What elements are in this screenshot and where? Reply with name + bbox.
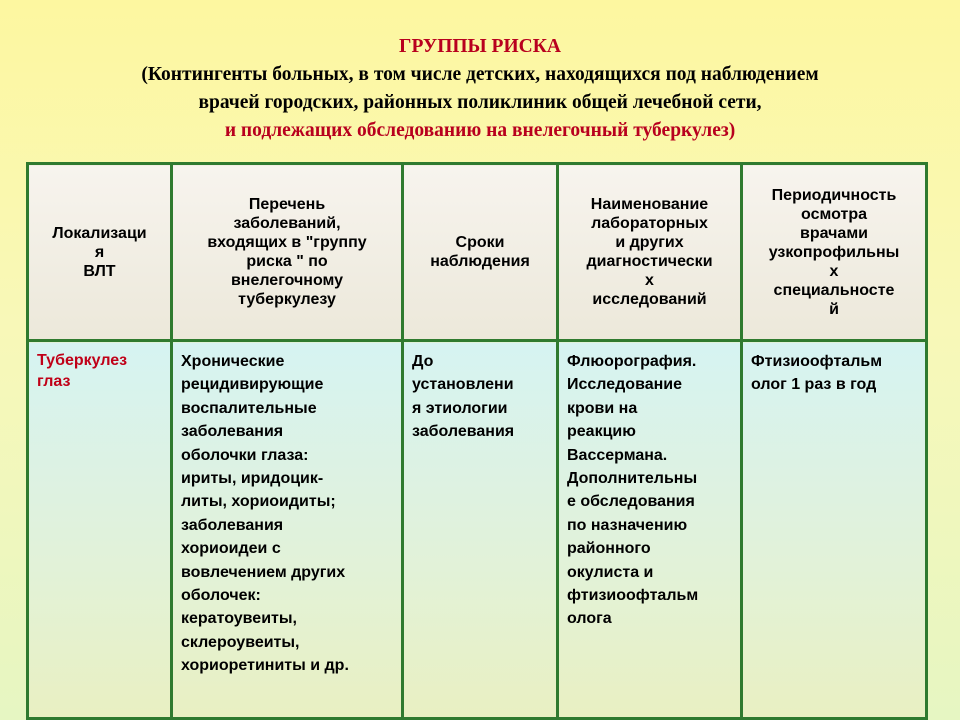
header-periodicity: Периодичность осмотра врачами узкопрофильны х специальносте й xyxy=(742,164,927,341)
cell-terms: До установлени я этиологии заболевания xyxy=(403,341,558,719)
subtitle-line-1: (Контингенты больных, в том числе детских, находящихся под наблюдением xyxy=(141,64,819,85)
header-diseases: Перечень заболеваний, входящих в "группу риска " по внелегочному туберкулезу xyxy=(172,164,403,341)
cell-diseases: Хронические рецидивирующие воспалительные заболевания оболочки глаза: ириты, иридоцик- литы, хориоидиты; заболевания хориоидеи с вовлечением других оболочек: кератоувеиты, склероувеиты, хориоретиниты и др. xyxy=(172,341,403,719)
header-terms: Сроки наблюдения xyxy=(403,164,558,341)
cell-periodicity: Фтизиоофтальм олог 1 раз в год xyxy=(742,341,927,719)
risk-groups-table xyxy=(26,162,928,720)
cell-localization: Туберкулез глаз xyxy=(28,341,172,719)
table-header-row xyxy=(28,164,927,341)
header-localization: Локализаци я ВЛТ xyxy=(28,164,172,341)
cell-studies: Флюорография. Исследование крови на реакцию Вассермана. Дополнительны е обследования по назначению районного окулиста и фтизиоофтальм олога xyxy=(558,341,742,719)
header-studies: Наименование лабораторных и других диагностически х исследований xyxy=(558,164,742,341)
table-row xyxy=(28,341,927,719)
subtitle-line-2: врачей городских, районных поликлиник общей лечебной сети, xyxy=(198,92,762,113)
page-title: ГРУППЫ РИСКА xyxy=(399,36,561,57)
subtitle-line-3: и подлежащих обследованию на внелегочный туберкулез) xyxy=(224,120,736,141)
